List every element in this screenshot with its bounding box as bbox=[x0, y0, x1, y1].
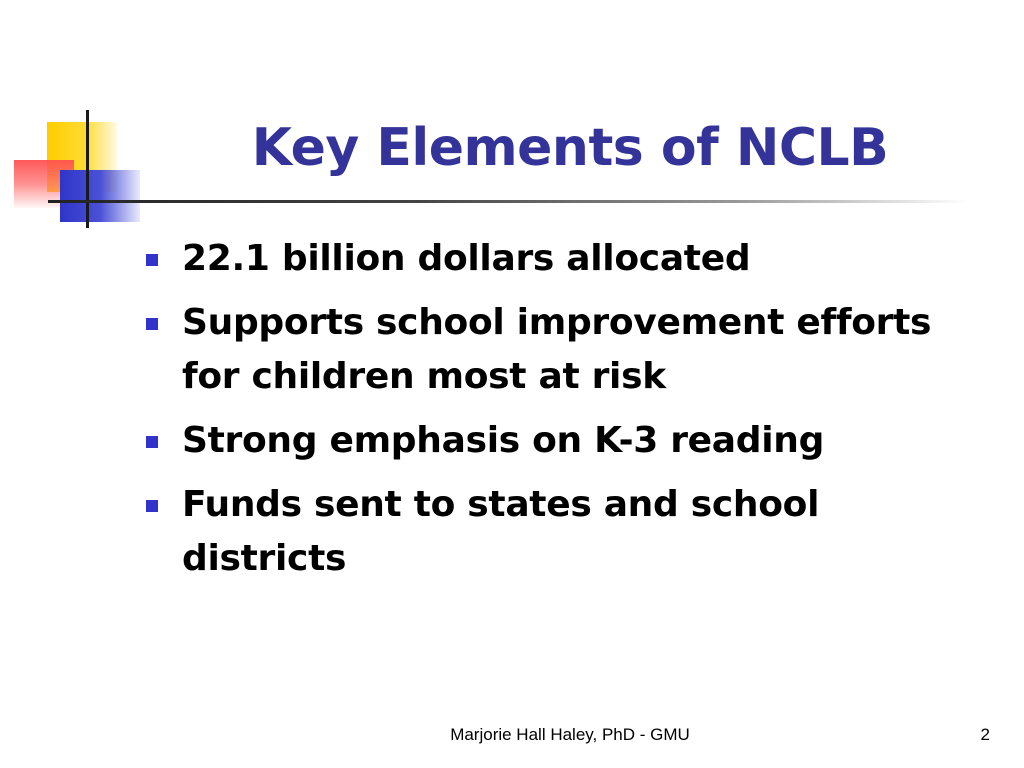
footer-author: Marjorie Hall Haley, PhD - GMU bbox=[450, 725, 690, 744]
bullet-list bbox=[140, 232, 990, 596]
bullet-item bbox=[140, 414, 990, 468]
decorative-logo bbox=[0, 100, 160, 240]
bullet-item bbox=[140, 478, 990, 586]
bullet-text: Funds sent to states and school districts bbox=[182, 484, 820, 579]
vertical-line-decoration bbox=[86, 110, 89, 228]
slide-title: Key Elements of NCLB bbox=[251, 118, 889, 178]
bullet-text: Strong emphasis on K-3 reading bbox=[182, 420, 825, 461]
square-bullet-icon bbox=[146, 500, 158, 512]
title-underline bbox=[48, 200, 968, 203]
square-bullet-icon bbox=[146, 254, 158, 266]
square-bullet-icon bbox=[146, 436, 158, 448]
bullet-item bbox=[140, 232, 990, 286]
blue-square-decoration bbox=[60, 170, 140, 222]
bullet-text: 22.1 billion dollars allocated bbox=[182, 238, 751, 279]
square-bullet-icon bbox=[146, 318, 158, 330]
bullet-text: Supports school improvement efforts for children most at risk bbox=[182, 302, 932, 397]
bullet-item bbox=[140, 296, 990, 404]
page-number: 2 bbox=[980, 725, 990, 744]
